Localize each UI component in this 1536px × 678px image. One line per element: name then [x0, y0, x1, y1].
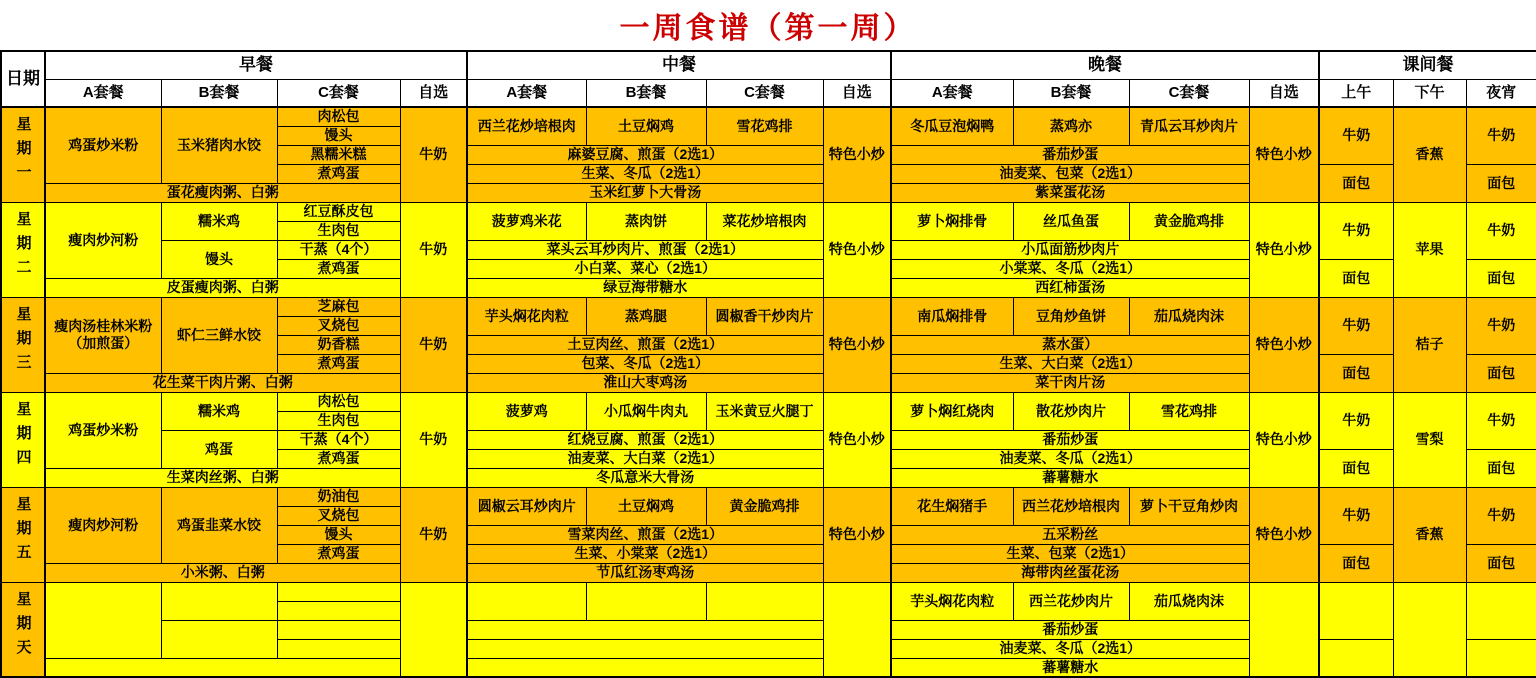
snack-afternoon-header: 下午 [1393, 80, 1466, 108]
day-label-text: 星期四 [14, 401, 32, 473]
breakfast-set-b-cell: 虾仁三鲜水饺 [161, 297, 277, 373]
dinner-set-a-cell: 萝卜焖排骨 [891, 202, 1013, 240]
snack-morning-header: 上午 [1319, 80, 1393, 108]
snack-night-bread-cell: 面包 [1466, 544, 1536, 582]
breakfast-set-b-header: B套餐 [161, 80, 277, 108]
dinner-choice-row: 番茄炒蛋 [891, 430, 1249, 449]
lunch-choice-row: 麻婆豆腐、煎蛋（2选1） [467, 145, 823, 164]
lunch-set-c-cell: 菜花炒培根肉 [706, 202, 823, 240]
date-header: 日期 [1, 51, 45, 107]
breakfast-set-c-item [277, 620, 400, 639]
snack-night-milk-cell: 牛奶 [1466, 487, 1536, 544]
breakfast-optional-cell: 牛奶 [400, 107, 467, 202]
breakfast-optional-header: 自选 [400, 80, 467, 108]
lunch-optional-cell: 特色小炒 [823, 392, 891, 487]
dinner-soup-row: 菜干肉片汤 [891, 373, 1249, 392]
snack-morning-milk-cell: 牛奶 [1319, 202, 1393, 259]
lunch-veg-row [467, 639, 823, 658]
dinner-optional-cell: 特色小炒 [1249, 487, 1319, 582]
lunch-soup-row: 淮山大枣鸡汤 [467, 373, 823, 392]
day-label [1, 392, 45, 487]
lunch-veg-row: 小白菜、菜心（2选1） [467, 259, 823, 278]
breakfast-set-c-item [277, 601, 400, 620]
dinner-set-a-header: A套餐 [891, 80, 1013, 108]
snack-morning-bread-cell: 面包 [1319, 544, 1393, 582]
breakfast-set-c-item: 馒头 [277, 525, 400, 544]
dinner-soup-row: 蕃薯糖水 [891, 658, 1249, 677]
dinner-optional-header: 自选 [1249, 80, 1319, 108]
lunch-set-b-cell: 土豆焖鸡 [586, 487, 706, 525]
snack-night-milk-cell: 牛奶 [1466, 107, 1536, 164]
day-label-text: 星期三 [14, 306, 32, 378]
breakfast-optional-cell: 牛奶 [400, 487, 467, 582]
dinner-set-a-cell: 南瓜焖排骨 [891, 297, 1013, 335]
lunch-choice-row: 雪菜肉丝、煎蛋（2选1） [467, 525, 823, 544]
snack-afternoon-cell: 苹果 [1393, 202, 1466, 297]
snack-night-bread-cell: 面包 [1466, 449, 1536, 487]
snack-afternoon-cell: 香蕉 [1393, 487, 1466, 582]
snack-night-header: 夜宵 [1466, 80, 1536, 108]
snack-night-bread-cell: 面包 [1466, 164, 1536, 202]
dinner-set-c-cell: 茄瓜烧肉沫 [1129, 297, 1249, 335]
breakfast-set-b-cell [161, 582, 277, 620]
dinner-veg-row: 油麦菜、冬瓜（2选1） [891, 639, 1249, 658]
day-label [1, 202, 45, 297]
breakfast-set-c-item: 煮鸡蛋 [277, 449, 400, 468]
dinner-set-b-cell: 豆角炒鱼饼 [1013, 297, 1129, 335]
lunch-veg-row: 油麦菜、大白菜（2选1） [467, 449, 823, 468]
snack-night-milk-cell: 牛奶 [1466, 392, 1536, 449]
dinner-set-c-cell: 黄金脆鸡排 [1129, 202, 1249, 240]
breakfast-header: 早餐 [45, 51, 467, 80]
breakfast-set-c-item: 奶香糕 [277, 335, 400, 354]
dinner-optional-cell: 特色小炒 [1249, 297, 1319, 392]
breakfast-set-c-item: 煮鸡蛋 [277, 354, 400, 373]
snack-morning-milk-cell [1319, 582, 1393, 639]
lunch-optional-cell: 特色小炒 [823, 297, 891, 392]
breakfast-set-c-item: 叉烧包 [277, 316, 400, 335]
dinner-veg-row: 小棠菜、冬瓜（2选1） [891, 259, 1249, 278]
breakfast-optional-cell: 牛奶 [400, 297, 467, 392]
dinner-soup-row: 海带肉丝蛋花汤 [891, 563, 1249, 582]
breakfast-set-c-item: 叉烧包 [277, 506, 400, 525]
snack-morning-bread-cell: 面包 [1319, 259, 1393, 297]
day-label [1, 487, 45, 582]
dinner-choice-row: 番茄炒蛋 [891, 145, 1249, 164]
breakfast-set-c-item: 煮鸡蛋 [277, 544, 400, 563]
breakfast-set-b-cell: 鸡蛋 [161, 430, 277, 468]
breakfast-set-c-item: 煮鸡蛋 [277, 164, 400, 183]
dinner-veg-row: 生菜、大白菜（2选1） [891, 354, 1249, 373]
dinner-header: 晚餐 [891, 51, 1319, 80]
lunch-set-a-header: A套餐 [467, 80, 586, 108]
dinner-choice-row: 小瓜面筋炒肉片 [891, 240, 1249, 259]
dinner-set-a-cell: 冬瓜豆泡焖鸭 [891, 107, 1013, 145]
dinner-set-b-cell: 散花炒肉片 [1013, 392, 1129, 430]
lunch-set-b-cell: 蒸肉饼 [586, 202, 706, 240]
lunch-soup-row: 冬瓜意米大骨汤 [467, 468, 823, 487]
snack-night-bread-cell [1466, 639, 1536, 677]
breakfast-set-c-item [277, 639, 400, 658]
breakfast-porridge-row: 蛋花瘦肉粥、白粥 [45, 183, 400, 202]
snack-night-milk-cell: 牛奶 [1466, 202, 1536, 259]
breakfast-set-b-cell: 糯米鸡 [161, 392, 277, 430]
lunch-choice-row [467, 620, 823, 639]
dinner-set-c-cell: 青瓜云耳炒肉片 [1129, 107, 1249, 145]
dinner-optional-cell [1249, 582, 1319, 677]
breakfast-set-c-item: 生肉包 [277, 221, 400, 240]
snack-morning-bread-cell [1319, 639, 1393, 677]
lunch-optional-cell: 特色小炒 [823, 202, 891, 297]
lunch-choice-row: 土豆肉丝、煎蛋（2选1） [467, 335, 823, 354]
lunch-set-c-cell: 圆椒香干炒肉片 [706, 297, 823, 335]
breakfast-set-c-item [277, 582, 400, 601]
breakfast-optional-cell: 牛奶 [400, 202, 467, 297]
breakfast-porridge-row: 小米粥、白粥 [45, 563, 400, 582]
day-label [1, 582, 45, 677]
breakfast-set-a-cell: 瘦肉炒河粉 [45, 487, 161, 563]
snack-night-milk-cell: 牛奶 [1466, 297, 1536, 354]
snack-morning-bread-cell: 面包 [1319, 164, 1393, 202]
snack-header: 课间餐 [1319, 51, 1536, 80]
breakfast-set-b-cell: 馒头 [161, 240, 277, 278]
dinner-soup-row: 紫菜蛋花汤 [891, 183, 1249, 202]
lunch-set-c-cell: 雪花鸡排 [706, 107, 823, 145]
breakfast-optional-cell: 牛奶 [400, 392, 467, 487]
dinner-set-b-cell: 西兰花炒培根肉 [1013, 487, 1129, 525]
lunch-set-c-cell: 玉米黄豆火腿丁 [706, 392, 823, 430]
lunch-choice-row: 菜头云耳炒肉片、煎蛋（2选1） [467, 240, 823, 259]
day-label-text: 星期天 [14, 590, 32, 663]
lunch-veg-row: 生菜、小棠菜（2选1） [467, 544, 823, 563]
lunch-set-b-cell [586, 582, 706, 620]
breakfast-set-a-cell: 鸡蛋炒米粉 [45, 107, 161, 183]
dinner-set-c-cell: 萝卜干豆角炒肉 [1129, 487, 1249, 525]
dinner-set-b-header: B套餐 [1013, 80, 1129, 108]
snack-night-milk-cell [1466, 582, 1536, 639]
breakfast-porridge-row [45, 658, 400, 677]
dinner-set-c-cell: 茄瓜烧肉沫 [1129, 582, 1249, 620]
lunch-set-a-cell: 圆椒云耳炒肉片 [467, 487, 586, 525]
breakfast-set-a-header: A套餐 [45, 80, 161, 108]
lunch-set-c-cell [706, 582, 823, 620]
lunch-veg-row: 包菜、冬瓜（2选1） [467, 354, 823, 373]
lunch-set-a-cell: 菠萝鸡米花 [467, 202, 586, 240]
breakfast-set-b-cell: 糯米鸡 [161, 202, 277, 240]
breakfast-set-c-item: 黑糯米糕 [277, 145, 400, 164]
breakfast-set-c-item: 芝麻包 [277, 297, 400, 316]
breakfast-set-c-item: 馒头 [277, 126, 400, 145]
snack-afternoon-cell: 雪梨 [1393, 392, 1466, 487]
dinner-choice-row: 蒸水蛋） [891, 335, 1249, 354]
lunch-soup-row: 玉米红萝卜大骨汤 [467, 183, 823, 202]
lunch-set-a-cell: 菠萝鸡 [467, 392, 586, 430]
snack-morning-bread-cell: 面包 [1319, 354, 1393, 392]
snack-afternoon-cell [1393, 582, 1466, 677]
snack-night-bread-cell: 面包 [1466, 354, 1536, 392]
lunch-set-c-cell: 黄金脆鸡排 [706, 487, 823, 525]
day-label-text: 星期一 [14, 116, 32, 189]
title-band [0, 0, 1536, 50]
lunch-soup-row [467, 658, 823, 677]
breakfast-set-c-item: 肉松包 [277, 392, 400, 411]
breakfast-porridge-row: 花生菜干肉片粥、白粥 [45, 373, 400, 392]
snack-morning-milk-cell: 牛奶 [1319, 107, 1393, 164]
breakfast-set-a-cell [45, 582, 161, 658]
dinner-veg-row: 油麦菜、包菜（2选1） [891, 164, 1249, 183]
snack-morning-bread-cell: 面包 [1319, 449, 1393, 487]
breakfast-set-b-cell: 玉米猪肉水饺 [161, 107, 277, 183]
snack-night-bread-cell: 面包 [1466, 259, 1536, 297]
lunch-set-c-header: C套餐 [706, 80, 823, 108]
breakfast-optional-cell [400, 582, 467, 677]
lunch-optional-cell [823, 582, 891, 677]
breakfast-set-c-item: 肉松包 [277, 107, 400, 126]
dinner-set-c-header: C套餐 [1129, 80, 1249, 108]
breakfast-set-b-cell [161, 620, 277, 658]
dinner-choice-row: 番茄炒蛋 [891, 620, 1249, 639]
dinner-set-a-cell: 芋头焖花肉粒 [891, 582, 1013, 620]
dinner-optional-cell: 特色小炒 [1249, 392, 1319, 487]
day-label [1, 297, 45, 392]
dinner-set-b-cell: 西兰花炒肉片 [1013, 582, 1129, 620]
lunch-veg-row: 生菜、冬瓜（2选1） [467, 164, 823, 183]
breakfast-set-c-item: 干蒸（4个） [277, 430, 400, 449]
weekly-menu-table [0, 50, 1536, 678]
dinner-soup-row: 蕃薯糖水 [891, 468, 1249, 487]
snack-morning-milk-cell: 牛奶 [1319, 297, 1393, 354]
breakfast-set-c-item: 煮鸡蛋 [277, 259, 400, 278]
lunch-set-b-cell: 土豆焖鸡 [586, 107, 706, 145]
breakfast-set-c-header: C套餐 [277, 80, 400, 108]
lunch-set-b-cell: 小瓜焖牛肉丸 [586, 392, 706, 430]
lunch-soup-row: 绿豆海带糖水 [467, 278, 823, 297]
breakfast-set-b-cell: 鸡蛋韭菜水饺 [161, 487, 277, 563]
snack-afternoon-cell: 香蕉 [1393, 107, 1466, 202]
lunch-choice-row: 红烧豆腐、煎蛋（2选1） [467, 430, 823, 449]
lunch-set-a-cell: 芋头焖花肉粒 [467, 297, 586, 335]
dinner-soup-row: 西红柿蛋汤 [891, 278, 1249, 297]
snack-morning-milk-cell: 牛奶 [1319, 487, 1393, 544]
breakfast-set-a-cell: 鸡蛋炒米粉 [45, 392, 161, 468]
page-title: 一周食谱（第一周） [619, 12, 917, 45]
breakfast-set-c-item: 红豆酥皮包 [277, 202, 400, 221]
lunch-optional-cell: 特色小炒 [823, 487, 891, 582]
day-label-text: 星期二 [14, 211, 32, 283]
dinner-set-a-cell: 花生焖猪手 [891, 487, 1013, 525]
breakfast-set-c-item: 生肉包 [277, 411, 400, 430]
dinner-set-b-cell: 丝瓜鱼蛋 [1013, 202, 1129, 240]
dinner-optional-cell: 特色小炒 [1249, 202, 1319, 297]
snack-afternoon-cell: 桔子 [1393, 297, 1466, 392]
breakfast-porridge-row: 生菜肉丝粥、白粥 [45, 468, 400, 487]
dinner-set-a-cell: 萝卜焖红烧肉 [891, 392, 1013, 430]
lunch-set-b-cell: 蒸鸡腿 [586, 297, 706, 335]
breakfast-porridge-row: 皮蛋瘦肉粥、白粥 [45, 278, 400, 297]
dinner-choice-row: 五采粉丝 [891, 525, 1249, 544]
lunch-set-a-cell: 西兰花炒培根肉 [467, 107, 586, 145]
day-label-text: 星期五 [14, 496, 32, 568]
lunch-optional-header: 自选 [823, 80, 891, 108]
dinner-veg-row: 生菜、包菜（2选1） [891, 544, 1249, 563]
lunch-header: 中餐 [467, 51, 891, 80]
dinner-set-b-cell: 蒸鸡亦 [1013, 107, 1129, 145]
dinner-optional-cell: 特色小炒 [1249, 107, 1319, 202]
breakfast-set-c-item: 奶油包 [277, 487, 400, 506]
lunch-soup-row: 节瓜红汤枣鸡汤 [467, 563, 823, 582]
lunch-set-a-cell [467, 582, 586, 620]
breakfast-set-a-cell: 瘦肉炒河粉 [45, 202, 161, 278]
day-label [1, 107, 45, 202]
dinner-set-c-cell: 雪花鸡排 [1129, 392, 1249, 430]
breakfast-set-c-item: 干蒸（4个） [277, 240, 400, 259]
snack-morning-milk-cell: 牛奶 [1319, 392, 1393, 449]
dinner-veg-row: 油麦菜、冬瓜（2选1） [891, 449, 1249, 468]
lunch-optional-cell: 特色小炒 [823, 107, 891, 202]
lunch-set-b-header: B套餐 [586, 80, 706, 108]
breakfast-set-a-cell: 瘦肉汤桂林米粉（加煎蛋） [45, 297, 161, 373]
